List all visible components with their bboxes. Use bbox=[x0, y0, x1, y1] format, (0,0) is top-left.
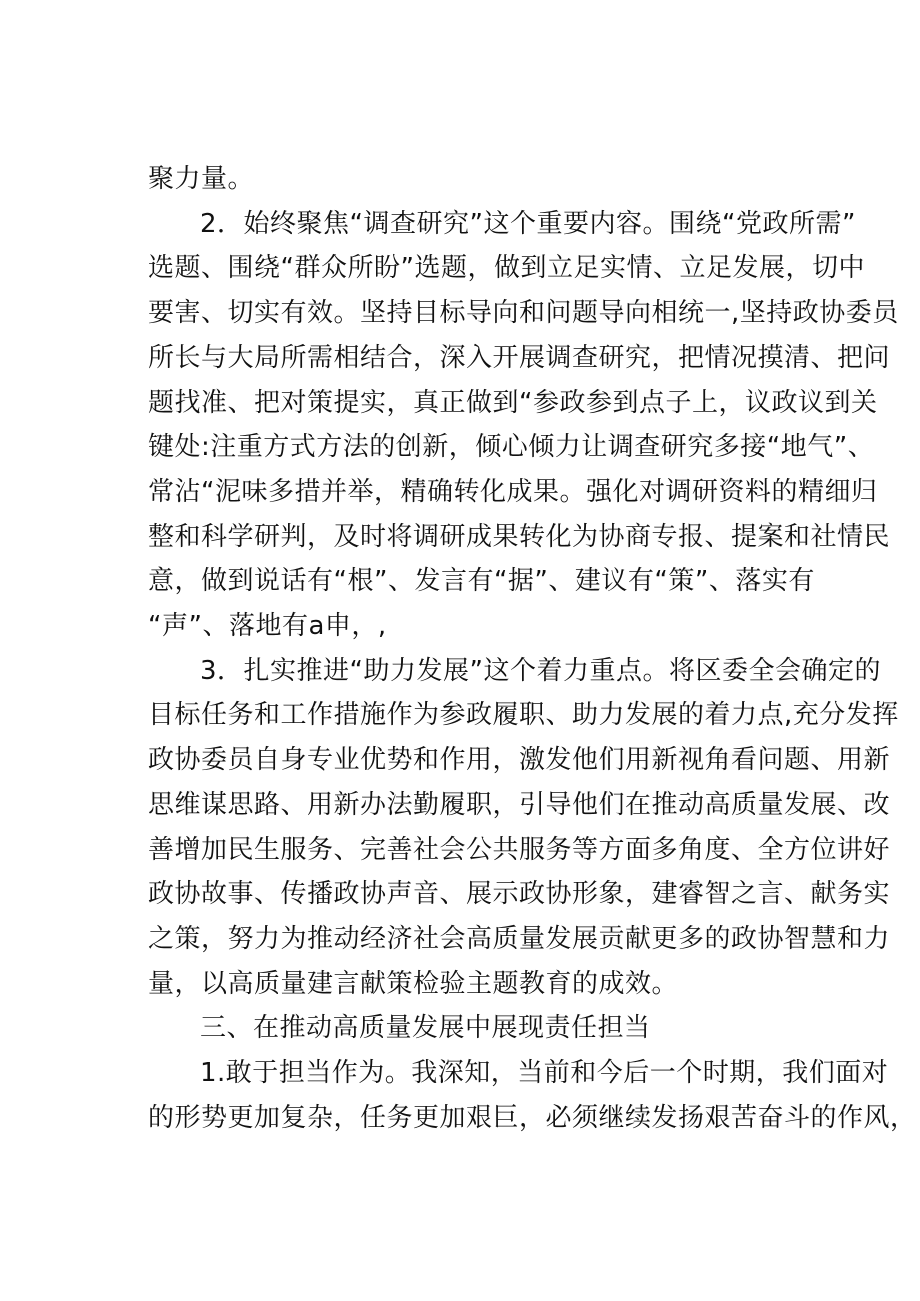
text-line: 常沾“泥味多措并举，精确转化成果。强化对调研资料的精细归 bbox=[148, 476, 878, 507]
text-line: 政协故事、传播政协声音、展示政协形象，建睿智之言、献务实 bbox=[148, 879, 891, 910]
text-line: 量，以高质量建言献策检验主题教育的成效。 bbox=[148, 968, 679, 999]
text-line: 聚力量。 bbox=[148, 164, 255, 194]
text-line: 2．始终聚焦“调查研究”这个重要内容。围绕“党政所需” bbox=[200, 208, 856, 239]
paragraph bbox=[148, 157, 800, 202]
text-line: 键处:注重方式方法的创新，倾心倾力让调查研究多接“地气”、 bbox=[148, 432, 875, 463]
text-line: 三、在推动高质量发展中展现责任担当 bbox=[200, 1013, 651, 1044]
text-line: 1.敢于担当作为。我深知，当前和今后一个时期，我们面对 bbox=[200, 1058, 889, 1089]
text-line: 思维谋思路、用新办法勤履职，引导他们在推动高质量发展、改 bbox=[148, 789, 891, 820]
text-line: 题找准、把对策提实，真正做到“参政参到点子上，议政议到关 bbox=[148, 387, 878, 418]
document-body bbox=[148, 157, 917, 1140]
paragraph bbox=[148, 649, 899, 1007]
text-line: 意，做到说话有“根”、发言有“据”、建议有“策”、落实有 bbox=[148, 566, 815, 597]
text-line: 所长与大局所需相结合，深入开展调查研究，把情况摸清、把问 bbox=[148, 342, 891, 373]
text-line: 目标任务和工作措施作为参政履职、助力发展的着力点,充分发挥 bbox=[148, 700, 899, 731]
text-line: 的形势更加复杂，任务更加艰巨，必须继续发扬艰苦奋斗的作风， bbox=[148, 1102, 917, 1133]
text-line: 之策，努力为推动经济社会高质量发展贡献更多的政协智慧和力 bbox=[148, 923, 891, 954]
paragraph bbox=[148, 202, 899, 649]
text-line: 要害、切实有效。坚持目标导向和问题导向相统一,坚持政协委员 bbox=[148, 298, 899, 329]
text-line: 选题、围绕“群众所盼”选题，做到立足实情、立足发展，切中 bbox=[148, 253, 865, 284]
text-line: 整和科学研判，及时将调研成果转化为协商专报、提案和社情民 bbox=[148, 521, 891, 552]
text-line: 政协委员自身专业优势和作用，激发他们用新视角看问题、用新 bbox=[148, 745, 891, 776]
paragraph bbox=[148, 1051, 917, 1140]
text-line: 3．扎实推进“助力发展”这个着力重点。将区委全会确定的 bbox=[200, 655, 881, 686]
text-line: “声”、落地有a申，, bbox=[148, 611, 387, 642]
text-line: 善增加民生服务、完善社会公共服务等方面多角度、全方位讲好 bbox=[148, 834, 891, 865]
section-heading bbox=[148, 1006, 800, 1051]
